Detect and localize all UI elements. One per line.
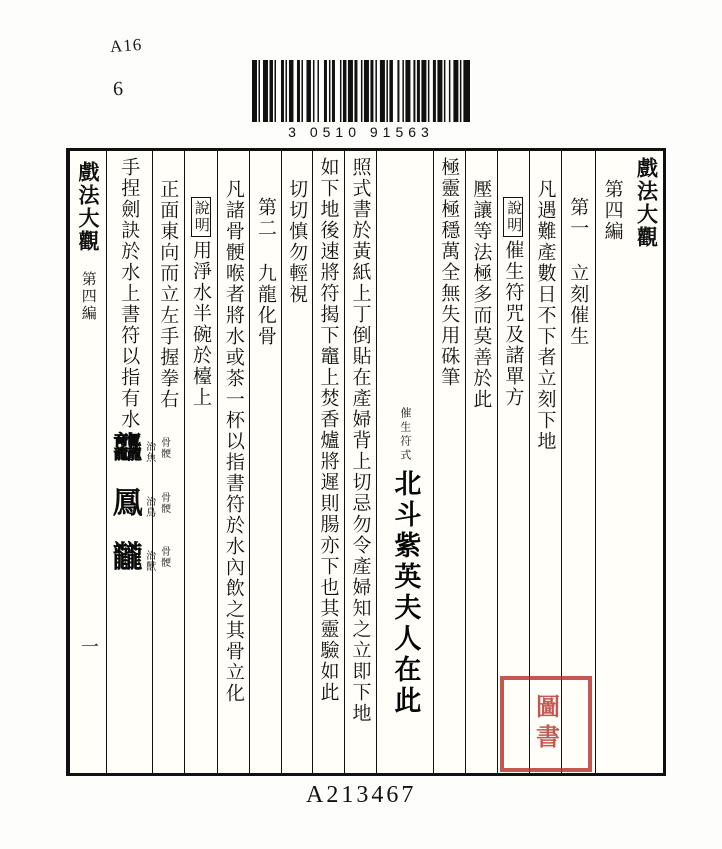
charm-glyph-beast-icon: 龖 [112, 540, 141, 575]
charm-label-bird: 治鳥 [143, 495, 155, 518]
library-seal-text: 圖書 [531, 694, 561, 754]
glyph-charm-item [112, 540, 172, 575]
shuoming-marker-1: 說明 [503, 197, 523, 237]
column-section-two-title [249, 151, 281, 773]
shuoming-1-body-d: 如下地後速將符揭下竈上焚香爐將遲則腸亦下也其靈驗如此 [317, 157, 340, 703]
charm-sub-fish: 骨骾 [158, 437, 170, 459]
column-shuoming-1-body-b [433, 151, 465, 773]
section-two-title: 第二 九龍化骨 [254, 197, 277, 347]
column-shuoming-two [184, 151, 218, 773]
shuoming-1-body-c: 照式書於黃紙上丁倒貼在產婦背上切忌勿令產婦知之立即下地 [349, 157, 372, 724]
column-shuoming-1-body-c [344, 151, 376, 773]
shuoming-2-body-a: 正面東向而立左手握拳右 [157, 179, 180, 410]
shuoming-1-body-a: 壓讓等法極多而莫善於此 [470, 179, 493, 410]
barcode [252, 60, 470, 142]
glyph-charm-item [112, 431, 172, 466]
library-seal [500, 676, 592, 772]
column-shuoming-1-body-d [312, 151, 344, 773]
shuoming-1-body-b: 極靈極穩萬全無失用硃筆 [438, 157, 461, 388]
shuoming-1-body-e: 切切慎勿輕視 [286, 179, 309, 305]
volume-label: 第四編 [601, 179, 624, 242]
barcode-bars [252, 60, 470, 122]
running-title: 戲法大觀 [75, 161, 100, 253]
column-shuoming-1-body-e [281, 151, 312, 773]
charm-label-beast: 治獸 [143, 550, 155, 572]
call-number-line1: A16 [109, 34, 143, 57]
column-running-title [69, 151, 106, 773]
barcode-number: 3 0510 91563 [288, 124, 434, 140]
call-number-line2: 6 [112, 77, 125, 101]
section-one-intro: 凡遇難產數日不下者立刻下地 [534, 179, 557, 452]
charm-glyph-fish-icon: 龘 [112, 431, 141, 466]
glyph-charm-item [112, 485, 172, 521]
charm-label-fish: 治魚 [143, 441, 155, 463]
column-header-title [630, 151, 663, 773]
running-volume: 第四編 [79, 271, 98, 322]
glyph-charm-list [112, 431, 172, 575]
shuoming-2-body-b: 手捏劍訣於水上書符以指有水 [118, 157, 141, 430]
column-volume [595, 151, 630, 773]
shuoming-marker-2: 說明 [191, 197, 211, 237]
charm-sub-bird: 骨骾 [158, 491, 170, 514]
column-talisman [376, 151, 433, 773]
column-section-two-intro [217, 151, 249, 773]
section-one-title: 第一 立刻催生 [567, 197, 590, 347]
talisman-title: 催生符式 [398, 407, 412, 463]
accession-number: A213467 [306, 782, 417, 808]
shuoming-1-text: 催生符咒及諸單方 [502, 240, 525, 408]
charm-sub-beast: 骨骾 [158, 546, 170, 568]
page-title: 戲法大觀 [634, 157, 659, 249]
page-number: 一 [77, 637, 99, 655]
section-two-intro: 凡諸骨骾喉者將水或茶一杯以指書符於水內飲之其骨立化 [222, 179, 245, 704]
column-shuoming-1-body-a [465, 151, 497, 773]
shuoming-2-text: 用淨水半碗於檯上 [190, 240, 213, 408]
talisman-body: 北斗紫英夫人在此 [389, 469, 421, 717]
charm-glyph-bird-icon: 鳳 [112, 485, 141, 521]
